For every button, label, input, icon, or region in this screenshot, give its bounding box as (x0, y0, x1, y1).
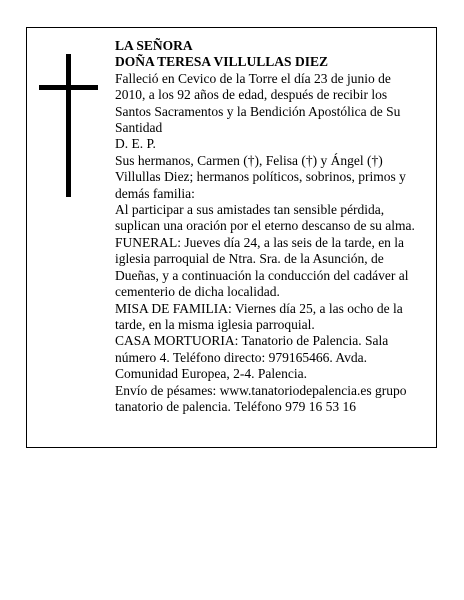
death-announcement: Falleció en Cevico de la Torre el día 23 de junio de 2010, a los 92 años de edad, después de recibir los Santos Sacramentos y la Bendición Apostólica de Su Santidad (115, 70, 401, 136)
rip-line: D. E. P. (115, 136, 156, 152)
cross-horizontal-bar (39, 85, 98, 90)
condolences-info: Envío de pésames: www.tanatoriodepalencia.es grupo tanatorio de palencia. Teléfono 979 16 53 16 (115, 382, 407, 414)
notice-heading-title: LA SEÑORA (115, 38, 193, 53)
cross-vertical-bar (66, 54, 71, 197)
funeral-info: FUNERAL: Jueves día 24, a las seis de la tarde, en la iglesia parroquial de Ntra. Sra. de la Asunción, de Dueñas, y a continuación la conducción del cadáver al cementerio de dicha localidad. (115, 234, 409, 300)
family-mass-info: MISA DE FAMILIA: Viernes día 25, a las ocho de la tarde, en la misma iglesia parroquial. (115, 300, 403, 332)
notice-text (115, 38, 423, 415)
obituary-notice (26, 27, 437, 448)
funeral-home-info: CASA MORTUORIA: Tanatorio de Palencia. Sala número 4. Teléfono directo: 979165466. Avda. Comunidad Europea, 2-4. Palencia. (115, 333, 389, 382)
deceased-name: DOÑA TERESA VILLULLAS DIEZ (115, 54, 328, 70)
prayer-request: Al participar a sus amistades tan sensible pérdida, suplican una oración por el eterno descanso de su alma. (115, 202, 415, 234)
family-list: Sus hermanos, Carmen (†), Felisa (†) y Ángel (†) Villullas Diez; hermanos políticos, sobrinos, primos y demás familia: (115, 152, 406, 201)
